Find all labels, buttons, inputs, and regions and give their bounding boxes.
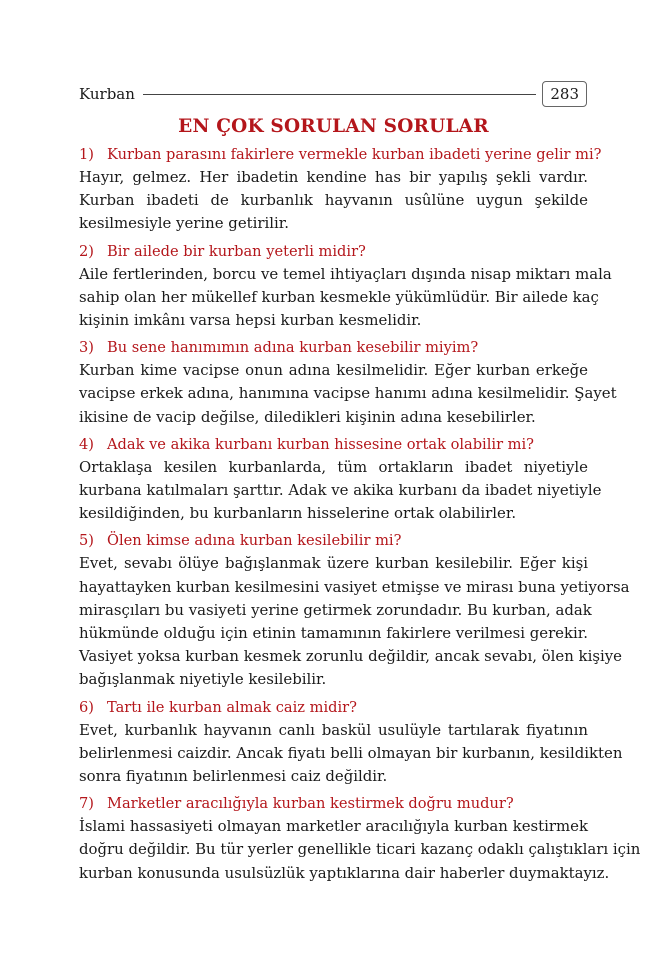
question-text: Marketler aracılığıyla kurban kestirmek doğru mudur? (107, 795, 514, 813)
answer-line: sonra fiyatının belirlenmesi caiz değildir. (79, 767, 388, 786)
answer-line: belirlenmesi caizdir. Ancak fiyatı belli olmayan bir kurbanın, kesildikten (79, 743, 623, 762)
answer-6 (79, 719, 623, 789)
question-6 (79, 696, 588, 719)
question-number: 6) (79, 698, 94, 716)
question-text: Bu sene hanımımın adına kurban kesebilir miyim? (107, 339, 479, 357)
answer-line: kişinin imkânı varsa hepsi kurban kesmelidir. (79, 311, 422, 330)
header-rule (143, 94, 536, 95)
answer-line: kesilmesiyle yerine getirilir. (79, 214, 290, 233)
answer-line: sahip olan her mükellef kurban kesmekle yükümlüdür. Bir ailede kaç (79, 287, 599, 306)
answer-7 (79, 815, 641, 885)
answer-line: kurban konusunda usulsüzlük yaptıklarına dair haberler duymaktayız. (79, 863, 610, 882)
answer-line: Hayır, gelmez. Her ibadetin kendine has bir yapılış şekli vardır. (79, 168, 588, 186)
question-2 (79, 240, 588, 263)
page-content (79, 112, 641, 889)
answer-3 (79, 359, 617, 429)
answer-1 (79, 166, 588, 236)
answer-line: Evet, sevabı ölüye bağışlanmak üzere kurban kesilebilir. Eğer kişi (79, 554, 588, 573)
answer-line: Vasiyet yoksa kurban kesmek zorunlu değildir, ancak sevabı, ölen kişiye (79, 647, 622, 666)
question-text: Adak ve akika kurbanı kurban hissesine ortak olabilir mi? (107, 435, 535, 453)
answer-4 (79, 456, 602, 526)
answer-line: hayattayken kurban kesilmesini vasiyet etmişse ve mirası buna yetiyorsa (79, 577, 630, 596)
answer-line: kesildiğinden, bu kurbanların hisselerine ortak olabilirler. (79, 504, 517, 523)
question-number: 3) (79, 339, 94, 357)
answer-line: mirasçıları bu vasiyeti yerine getirmek zorundadır. Bu kurban, adak (79, 600, 592, 619)
running-header (79, 80, 587, 108)
question-text: Tartı ile kurban almak caiz midir? (107, 698, 357, 716)
answer-5 (79, 552, 630, 691)
answer-line: Ortaklaşa kesilen kurbanlarda, tüm ortakların ibadet niyetiyle (79, 457, 588, 476)
page-number: 283 (542, 81, 587, 107)
answer-line: Evet, kurbanlık hayvanın canlı baskül usulüyle tartılarak fiyatının (79, 720, 588, 739)
answer-line: İslami hassasiyeti olmayan marketler aracılığıyla kurban kestirmek (79, 817, 588, 836)
answer-line: Aile fertlerinden, borcu ve temel ihtiyaçları dışında nisap miktarı mala (79, 264, 612, 283)
answer-line: vacipse erkek adına, hanımına vacipse hanımı adına kesilmelidir. Şayet (79, 384, 617, 403)
question-text: Kurban parasını fakirlere vermekle kurban ibadeti yerine gelir mi? (107, 146, 602, 163)
question-7 (79, 792, 588, 815)
question-text: Bir ailede bir kurban yeterli midir? (107, 242, 366, 260)
question-number: 4) (79, 435, 94, 453)
qa-list (79, 143, 641, 885)
question-number: 2) (79, 242, 94, 260)
running-header-title: Kurban (79, 85, 135, 103)
answer-2 (79, 263, 612, 333)
question-5 (79, 529, 588, 552)
question-number: 5) (79, 532, 94, 550)
answer-line: doğru değildir. Bu tür yerler genellikle ticari kazanç odaklı çalıştıkları için (79, 840, 641, 859)
answer-line: kurbana katılmaları şarttır. Adak ve akika kurbanı da ibadet niyetiyle (79, 481, 602, 500)
question-text: Ölen kimse adına kurban kesilebilir mi? (107, 532, 402, 550)
page-title: EN ÇOK SORULAN SORULAR (178, 116, 489, 137)
answer-line: hükmünde olduğu için etinin tamamının fakirlere verilmesi gerekir. (79, 624, 588, 643)
question-number: 7) (79, 795, 94, 813)
answer-line: Kurban kime vacipse onun adına kesilmelidir. Eğer kurban erkeğe (79, 361, 588, 380)
question-1 (79, 143, 602, 166)
question-3 (79, 336, 588, 359)
answer-line: Kurban ibadeti de kurbanlık hayvanın usûlüne uygun şekilde (79, 191, 588, 210)
answer-line: ikisine de vacip değilse, diledikleri kişinin adına kesebilirler. (79, 407, 536, 426)
question-4 (79, 433, 588, 456)
answer-line: bağışlanmak niyetiyle kesilebilir. (79, 670, 327, 689)
question-number: 1) (79, 146, 94, 163)
